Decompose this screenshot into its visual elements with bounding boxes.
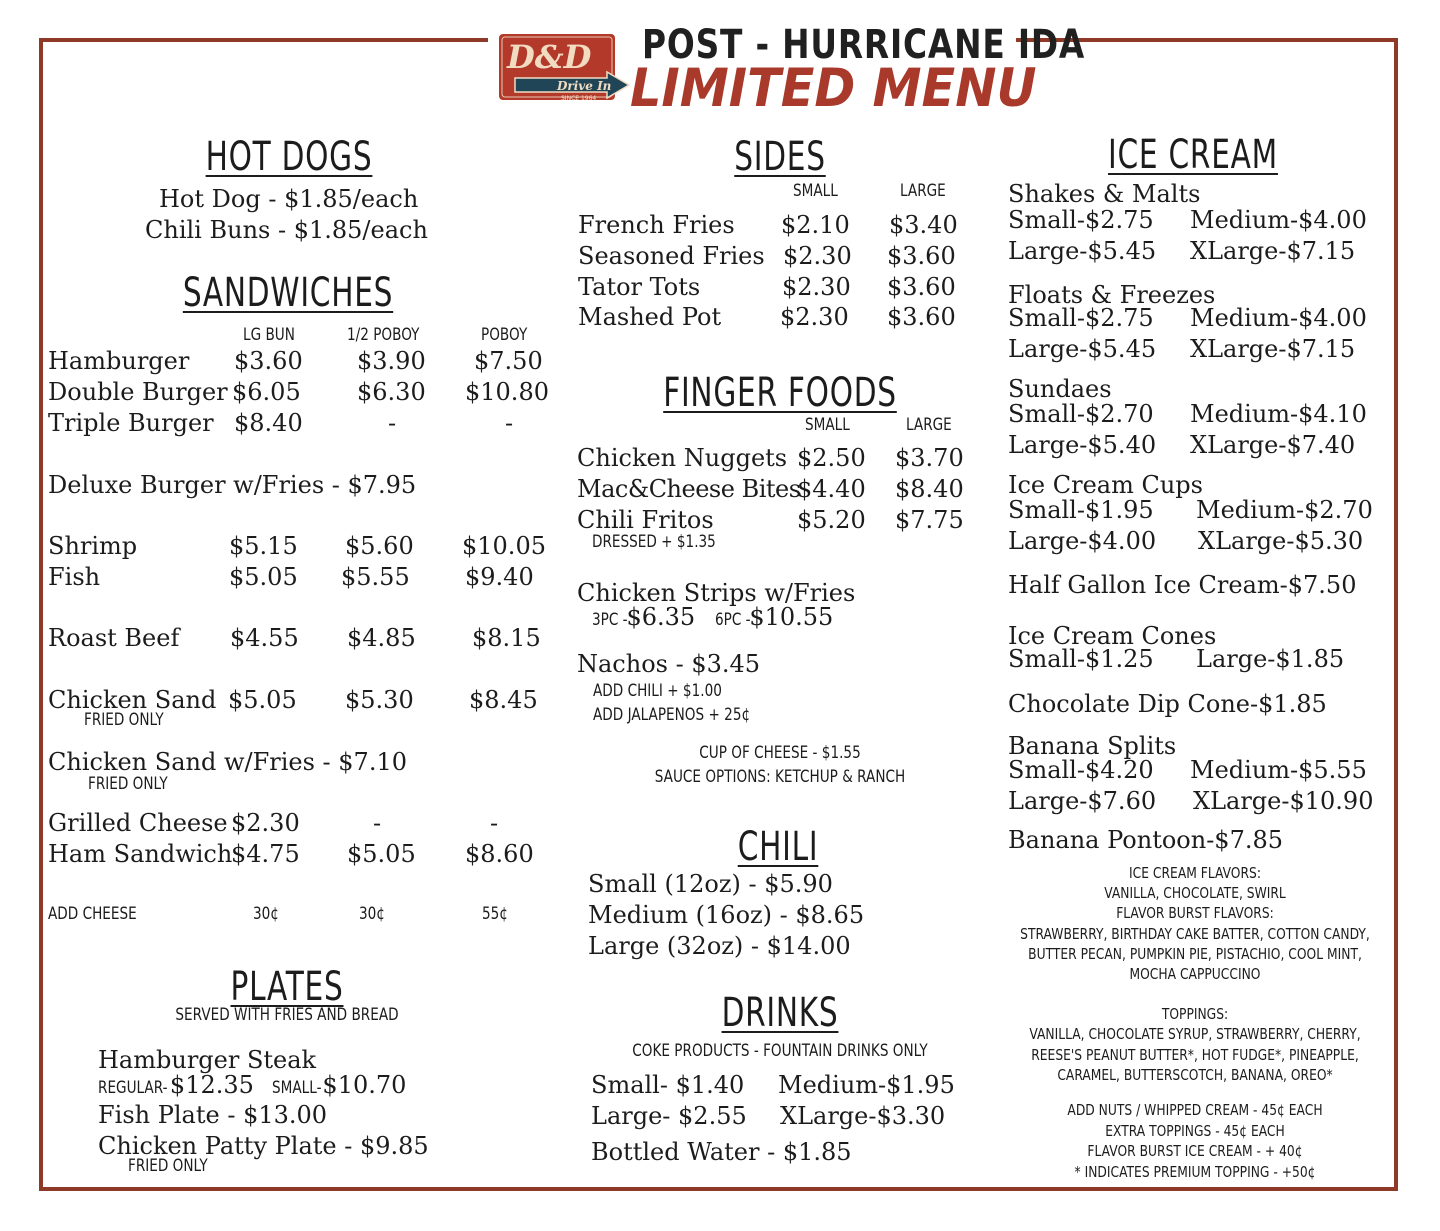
grilled-cheese-half: - [373,809,382,837]
cups-small: Small-$1.95 [1008,496,1154,524]
chicken-strips: Chicken Strips w/Fries [577,579,856,607]
cups-medium: Medium-$2.70 [1196,496,1373,524]
cup-of-cheese: CUP OF CHEESE - $1.55 [699,743,861,763]
sundaes-large: Large-$5.40 [1008,431,1157,459]
ice-cream-cups-name: Ice Cream Cups [1008,471,1203,499]
shrimp-name: Shrimp [48,532,138,560]
extras-line-2: EXTRA TOPPINGS - 45¢ EACH [1105,1122,1285,1140]
steak-small-price: $10.70 [322,1071,407,1099]
strips-6pc-label: 6PC - [714,610,751,630]
floats-medium: Medium-$4.00 [1190,304,1367,332]
extras-line-3: FLAVOR BURST ICE CREAM - + 40¢ [1087,1142,1303,1160]
steak-regular-label: REGULAR- [98,1078,168,1098]
hamburger-name: Hamburger [48,347,190,375]
drinks-title: DRINKS [721,990,839,1036]
cups-large: Large-$4.00 [1008,527,1157,555]
chicken-sand-note: FRIED ONLY [84,710,164,730]
steak-small-label: SMALL- [271,1078,322,1098]
add-cheese-poboy: 55¢ [482,904,508,924]
french-fries-name: French Fries [578,211,735,239]
hamburger-steak-prices [98,1073,406,1097]
chicken-sand-fries-note: FRIED ONLY [88,774,168,794]
hamburger-poboy: $7.50 [474,347,543,375]
sundaes-name: Sundaes [1008,375,1112,403]
chili-small: Small (12oz) - $5.90 [588,870,833,898]
extras-line-1: ADD NUTS / WHIPPED CREAM - 45¢ EACH [1067,1101,1323,1119]
splits-xlarge: XLarge-$10.90 [1193,787,1374,815]
chicken-patty-note: FRIED ONLY [128,1156,208,1176]
tator-tots-name: Tator Tots [578,273,701,301]
finger-foods-title: FINGER FOODS [663,370,897,416]
double-burger-lg: $6.05 [232,378,301,406]
add-chili-note: ADD CHILI + $1.00 [593,681,722,701]
logo-dd-text: D&D [507,38,592,76]
logo-drive-in-text: Drive In [557,79,612,93]
chicken-sand-fries: Chicken Sand w/Fries - $7.10 [48,748,407,776]
toppings-line-3: REESE'S PEANUT BUTTER*, HOT FUDGE*, PINEAPPLE, [1031,1046,1359,1064]
fish-lg: $5.05 [229,563,298,591]
fish-name: Fish [48,563,101,591]
strips-3pc-price: $6.35 [626,603,696,631]
finger-col-small: SMALL [805,415,850,435]
mashed-pot-large: $3.60 [887,303,956,331]
chicken-sand-half: $5.30 [345,686,414,714]
shrimp-lg: $5.15 [229,532,298,560]
mashed-pot-small: $2.30 [780,303,849,331]
drink-medium: Medium-$1.95 [778,1071,955,1099]
dressed-note: DRESSED + $1.35 [592,532,716,552]
chicken-sand-poboy: $8.45 [469,686,538,714]
chili-medium: Medium (16oz) - $8.65 [588,901,865,929]
plates-subtitle: SERVED WITH FRIES AND BREAD [175,1005,399,1025]
nachos: Nachos - $3.45 [577,650,761,678]
shakes-large: Large-$5.45 [1008,237,1157,265]
sides-col-small: SMALL [793,181,838,201]
roast-beef-poboy: $8.15 [472,624,541,652]
toppings-line-1: TOPPINGS: [1161,1005,1229,1023]
splits-small: Small-$4.20 [1008,756,1154,784]
plates-title: PLATES [230,964,344,1010]
triple-burger-poboy: - [505,409,514,437]
floats-large: Large-$5.45 [1008,335,1157,363]
floats-freezes-name: Floats & Freezes [1008,281,1216,309]
header-line1: POST - HURRICANE IDA [642,22,1086,68]
toppings-line-2: VANILLA, CHOCOLATE SYRUP, STRAWBERRY, CHERRY, [1029,1025,1361,1043]
col-half-poboy: 1/2 POBOY [347,325,420,345]
flavors-line-3: FLAVOR BURST FLAVORS: [1116,904,1274,922]
triple-burger-name: Triple Burger [48,409,214,437]
chicken-nuggets-name: Chicken Nuggets [577,444,788,472]
ham-sandwich-half: $5.05 [347,840,416,868]
flavors-line-6: MOCHA CAPPUCCINO [1129,965,1261,983]
strips-6pc-price: $10.55 [749,603,834,631]
deluxe-burger: Deluxe Burger w/Fries - $7.95 [48,471,417,499]
chicken-sand-lg: $5.05 [228,686,297,714]
splits-large: Large-$7.60 [1008,787,1157,815]
triple-burger-half: - [388,409,397,437]
finger-col-large: LARGE [906,415,952,435]
add-cheese-half: 30¢ [359,904,385,924]
banana-splits-name: Banana Splits [1008,732,1177,760]
grilled-cheese-lg: $2.30 [231,809,300,837]
chicken-nuggets-small: $2.50 [797,444,866,472]
flavors-line-5: BUTTER PECAN, PUMPKIN PIE, PISTACHIO, COOL MINT, [1028,945,1362,963]
shakes-small: Small-$2.75 [1008,206,1154,234]
cones-large: Large-$1.85 [1196,645,1345,673]
fish-half: $5.55 [341,563,410,591]
floats-small: Small-$2.75 [1008,304,1154,332]
half-gallon: Half Gallon Ice Cream-$7.50 [1008,571,1357,599]
col-lg-bun: LG BUN [243,325,295,345]
shrimp-half: $5.60 [345,532,414,560]
bottled-water: Bottled Water - $1.85 [591,1138,852,1166]
ham-sandwich-lg: $4.75 [231,840,300,868]
steak-regular-price: $12.35 [169,1071,254,1099]
flavors-line-2: VANILLA, CHOCOLATE, SWIRL [1104,884,1286,902]
chicken-sand-name: Chicken Sand [48,686,217,714]
chili-title: CHILI [737,824,819,870]
cones-small: Small-$1.25 [1008,645,1154,673]
drinks-subtitle: COKE PRODUCTS - FOUNTAIN DRINKS ONLY [632,1041,928,1061]
tator-tots-large: $3.60 [887,273,956,301]
grilled-cheese-poboy: - [490,809,499,837]
sundaes-small: Small-$2.70 [1008,400,1154,428]
add-jalapenos-note: ADD JALAPENOS + 25¢ [593,705,751,725]
chicken-patty-plate: Chicken Patty Plate - $9.85 [98,1132,429,1160]
mac-cheese-bites-name: Mac&Cheese Bites [577,475,801,503]
fish-poboy: $9.40 [465,563,534,591]
chicken-strips-prices [592,605,833,629]
shakes-medium: Medium-$4.00 [1190,206,1367,234]
dd-drive-in-logo [497,30,635,102]
mac-cheese-bites-small: $4.40 [797,475,866,503]
mac-cheese-bites-large: $8.40 [895,475,964,503]
drink-large: Large- $2.55 [591,1102,747,1130]
hot-dog-item: Hot Dog - $1.85/each [159,185,419,213]
chili-buns-item: Chili Buns - $1.85/each [145,216,428,244]
chili-fritos-small: $5.20 [797,506,866,534]
chili-fritos-name: Chili Fritos [577,506,714,534]
ice-cream-title: ICE CREAM [1108,132,1278,178]
hamburger-steak: Hamburger Steak [98,1046,317,1074]
extras-line-4: * INDICATES PREMIUM TOPPING - +50¢ [1074,1163,1316,1181]
double-burger-half: $6.30 [357,378,426,406]
shakes-malts-name: Shakes & Malts [1008,180,1201,208]
cups-xlarge: XLarge-$5.30 [1198,527,1364,555]
sandwiches-title: SANDWICHES [182,270,394,316]
strips-3pc-label: 3PC - [592,610,628,630]
hamburger-lg: $3.60 [234,347,303,375]
logo-since-text: SINCE 1964 [561,95,597,102]
chicken-nuggets-large: $3.70 [895,444,964,472]
roast-beef-half: $4.85 [347,624,416,652]
roast-beef-lg: $4.55 [230,624,299,652]
ham-sandwich-name: Ham Sandwich [48,840,233,868]
triple-burger-lg: $8.40 [234,409,303,437]
sundaes-medium: Medium-$4.10 [1190,400,1367,428]
sides-title: SIDES [734,134,826,180]
chili-large: Large (32oz) - $14.00 [588,932,851,960]
french-fries-small: $2.10 [781,211,850,239]
toppings-line-4: CARAMEL, BUTTERSCOTCH, BANANA, OREO* [1057,1066,1333,1084]
floats-xlarge: XLarge-$7.15 [1190,335,1356,363]
tator-tots-small: $2.30 [782,273,851,301]
shakes-xlarge: XLarge-$7.15 [1190,237,1356,265]
hamburger-half: $3.90 [357,347,426,375]
ham-sandwich-poboy: $8.60 [465,840,534,868]
flavors-line-4: STRAWBERRY, BIRTHDAY CAKE BATTER, COTTON CANDY, [1020,925,1370,943]
roast-beef-name: Roast Beef [48,624,180,652]
grilled-cheese-name: Grilled Cheese [48,809,228,837]
chili-fritos-large: $7.75 [895,506,964,534]
seasoned-fries-small: $2.30 [783,242,852,270]
ice-cream-cones-name: Ice Cream Cones [1008,622,1217,650]
seasoned-fries-large: $3.60 [887,242,956,270]
banana-pontoon: Banana Pontoon-$7.85 [1008,826,1284,854]
mashed-pot-name: Mashed Pot [578,303,722,331]
double-burger-name: Double Burger [48,378,228,406]
sides-col-large: LARGE [900,181,946,201]
col-poboy: POBOY [481,325,528,345]
chocolate-dip-cone: Chocolate Dip Cone-$1.85 [1008,690,1327,718]
shrimp-poboy: $10.05 [462,532,546,560]
add-cheese-label: ADD CHEESE [48,904,137,924]
sundaes-xlarge: XLarge-$7.40 [1190,431,1356,459]
splits-medium: Medium-$5.55 [1190,756,1367,784]
drink-xlarge: XLarge-$3.30 [780,1102,946,1130]
hot-dogs-title: HOT DOGS [205,134,373,180]
seasoned-fries-name: Seasoned Fries [578,242,765,270]
sauce-options: SAUCE OPTIONS: KETCHUP & RANCH [654,767,906,787]
add-cheese-lg: 30¢ [253,904,279,924]
double-burger-poboy: $10.80 [465,378,549,406]
header-line2: LIMITED MENU [630,58,1037,119]
flavors-line-1: ICE CREAM FLAVORS: [1129,864,1261,882]
french-fries-large: $3.40 [889,211,958,239]
fish-plate: Fish Plate - $13.00 [98,1101,328,1129]
drink-small: Small- $1.40 [591,1071,745,1099]
